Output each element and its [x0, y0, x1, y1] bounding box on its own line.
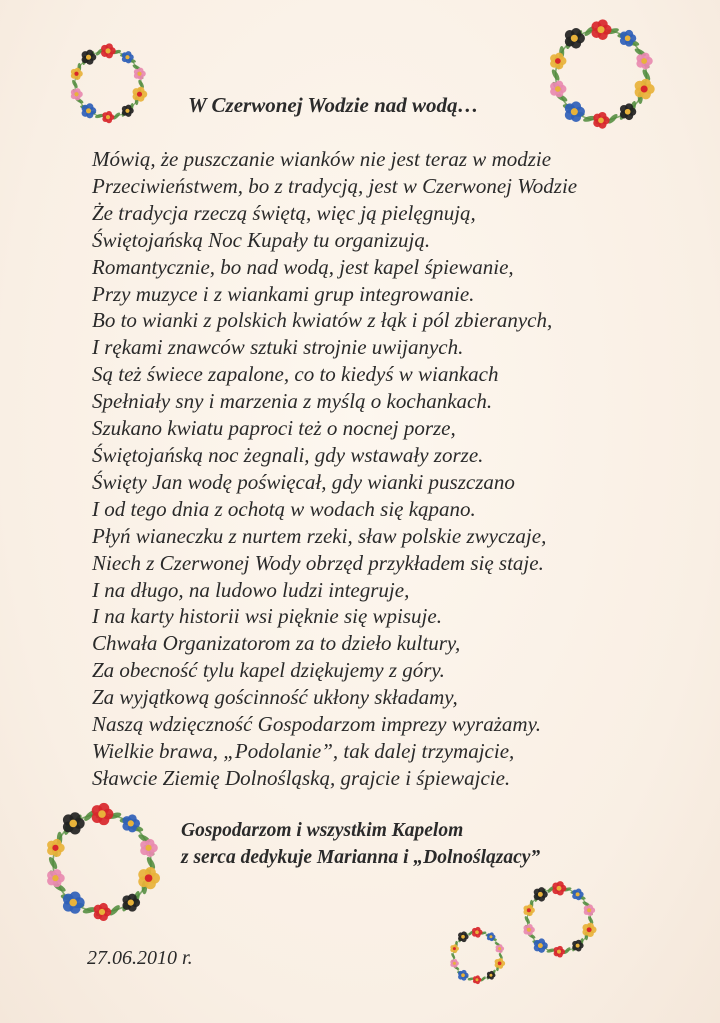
poem-line: Święty Jan wodę poświęcał, gdy wianki puszczano — [92, 469, 515, 494]
poem-line: Są też świece zapalone, co to kiedyś w wiankach — [92, 362, 499, 387]
poem-line: I na długo, na ludowo ludzi integruje, — [92, 577, 410, 602]
poem-line: Mówią, że puszczanie wianków nie jest teraz w modzie — [92, 147, 552, 171]
poem-line: Świętojańską noc żegnali, gdy wstawały zorze. — [92, 442, 484, 467]
poem-line: Sławcie Ziemię Dolnośląską, grajcie i śpiewajcie. — [92, 765, 511, 790]
poem-line: Naszą wdzięczność Gospodarzom imprezy wyrażamy. — [92, 712, 541, 737]
date: 27.06.2010 r. — [87, 947, 193, 969]
flower-wreath-icon — [515, 876, 603, 964]
poem-line: Za wyjątkową gościnność ukłony składamy, — [92, 685, 458, 710]
poem-line: I na karty historii wsi pięknie się wpisuje. — [92, 604, 442, 629]
poem-line: Przeciwieństwem, bo z tradycją, jest w Czerwonej Wodzie — [92, 173, 578, 198]
poem-line: Szukano kwiatu paproci też o nocnej porze, — [92, 416, 456, 441]
poem-line: I od tego dnia z ochotą w wodach się kąpano. — [92, 496, 476, 521]
poem-line: Wielkie brawa, „Podolanie”, tak dalej trzymajcie, — [92, 738, 515, 763]
poem-line: Świętojańską Noc Kupały tu organizują. — [92, 227, 431, 252]
dedication — [181, 817, 540, 871]
poem-line: Romantycznie, bo nad wodą, jest kapel śpiewanie, — [92, 254, 514, 279]
poem-line: Przy muzyce i z wiankami grup integrowanie. — [92, 281, 475, 306]
flower-wreath-icon — [62, 38, 154, 130]
poem-line: Spełniały sny i marzenia z myślą o kochankach. — [92, 389, 493, 414]
flower-wreath-icon — [444, 923, 510, 989]
poem-line: Niech z Czerwonej Wody obrzęd przykładem się staje. — [92, 550, 544, 575]
flower-wreath-icon — [34, 795, 170, 931]
dedication-line: z serca dedykuje Marianna i „Dolnoślązacy” — [181, 847, 541, 868]
poem-line: Za obecność tylu kapel dziękujemy z góry. — [92, 658, 445, 683]
flower-wreath-icon — [538, 12, 664, 138]
page-title: W Czerwonej Wodzie nad wodą… — [188, 93, 479, 117]
dedication-line: Gospodarzom i wszystkim Kapelom — [181, 820, 464, 841]
poem-line: Że tradycja rzeczą świętą, więc ją pielęgnują, — [92, 200, 476, 225]
poem — [92, 146, 682, 792]
poem-line: Płyń wianeczku z nurtem rzeki, sław polskie zwyczaje, — [92, 523, 547, 548]
poem-line: Chwała Organizatorom za to dzieło kultury, — [92, 631, 461, 656]
poem-line: Bo to wianki z polskich kwiatów z łąk i pól zbieranych, — [92, 308, 553, 333]
poem-line: I rękami znawców sztuki strojnie uwijanych. — [92, 335, 464, 360]
